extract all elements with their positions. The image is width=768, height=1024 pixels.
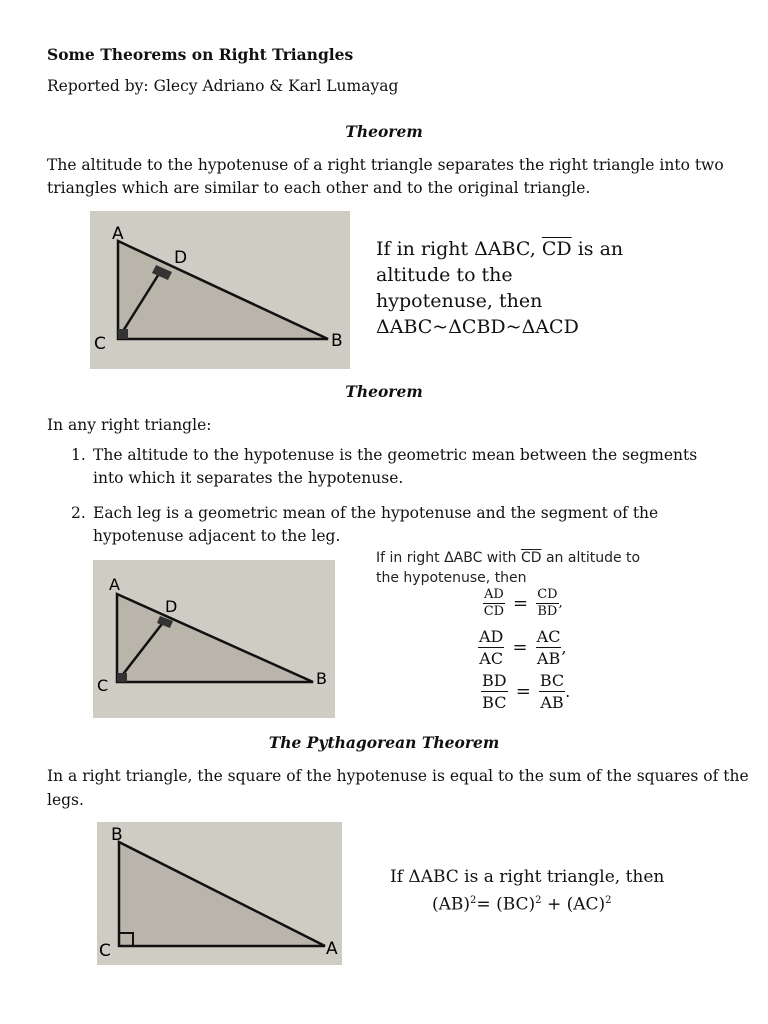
figure2-label-b: B [316, 669, 327, 688]
figure3-label-a: A [326, 939, 338, 959]
list-item-number: 1. [71, 446, 86, 464]
section2-statement [376, 548, 640, 588]
figure3-label-b: B [111, 825, 123, 845]
section1-text-line2: triangles which are similar to each other and to the original triangle. [47, 179, 591, 197]
eq1-den2: BD [537, 604, 558, 619]
list-item-text: The altitude to the hypotenuse is the geometric mean between the segments into which it separates the hypotenuse. [93, 446, 698, 487]
section3-text-line2: legs. [47, 791, 84, 809]
eq1-num1: AD [484, 587, 504, 602]
eq2-den1: AC [479, 649, 504, 668]
figure-triangle-altitude [90, 211, 350, 369]
statement1-line3: hypotenuse, then [376, 290, 543, 312]
eq2-num2: AC [536, 627, 561, 646]
statement2-line2: the hypotenuse, then [376, 570, 527, 586]
section3-statement: If ΔABC is a right triangle, then [390, 867, 665, 887]
figure-triangle-geometric-mean [93, 560, 335, 718]
eq2-den2: AB [536, 649, 561, 668]
statement1-segment: $\overline{CD}$ [541, 238, 572, 260]
equation-1: $\frac{AD}{CD}$ = $\frac{CD}{BD}$ , [483, 587, 563, 619]
eq3-num1: BD [482, 671, 507, 690]
figure1-label-a: A [112, 224, 124, 244]
statement1-line2: altitude to the [376, 264, 513, 286]
eq3-den1: BC [482, 693, 507, 712]
section2-intro: In any right triangle: [47, 416, 212, 434]
figure2-label-c: C [97, 676, 109, 695]
figure-right-triangle [97, 822, 342, 965]
pythagorean-formula: (AB)$^2$= (BC)$^2$ + (AC)$^2$ [432, 894, 612, 915]
section3-text-line1: In a right triangle, the square of the hypotenuse is equal to the sum of the squares of the [47, 767, 749, 785]
figure1-label-c: C [94, 334, 106, 354]
reporters-line: Reported by: Glecy Adriano & Karl Lumayag [47, 77, 399, 95]
statement2-suffix: an altitude to [541, 550, 641, 566]
statement1-line4: ΔABC~ΔCBD~ΔACD [376, 316, 579, 338]
section3-heading: The Pythagorean Theorem [268, 733, 500, 752]
figure2-label-d: D [165, 597, 178, 616]
section1-text-line1: The altitude to the hypotenuse of a right triangle separates the right triangle into two [47, 156, 724, 174]
figure1-label-d: D [174, 248, 188, 268]
statement1-suffix: is an [571, 238, 624, 260]
statement1-prefix: If in right ΔABC, [376, 238, 542, 260]
list-item-text: Each leg is a geometric mean of the hypotenuse and the segment of the hypotenuse adjacent to the leg. [93, 504, 659, 545]
document-title: Some Theorems on Right Triangles [47, 45, 354, 64]
eq3-num2: BC [539, 671, 565, 690]
eq1-num2: CD [537, 587, 558, 602]
equation-2: $\frac{AD}{AC}$ = $\frac{AC}{AB}$ , [479, 627, 567, 668]
figure3-label-c: C [99, 941, 111, 961]
eq1-den1: CD [483, 604, 505, 619]
figure2-label-a: A [109, 575, 120, 594]
section2-heading: Theorem [345, 382, 423, 401]
equation-3: $\frac{BD}{BC}$ = $\frac{BC}{AB}$ . [482, 671, 571, 712]
list-item-number: 2. [71, 504, 86, 522]
section1-heading: Theorem [345, 122, 423, 141]
section1-statement [376, 236, 623, 340]
eq3-den2: AB [540, 693, 564, 712]
statement2-segment: $\overline{CD}$ [520, 550, 542, 566]
statement2-prefix: If in right ΔABC with [376, 550, 521, 566]
figure1-label-b: B [331, 331, 343, 351]
eq2-num1: AD [479, 627, 504, 646]
